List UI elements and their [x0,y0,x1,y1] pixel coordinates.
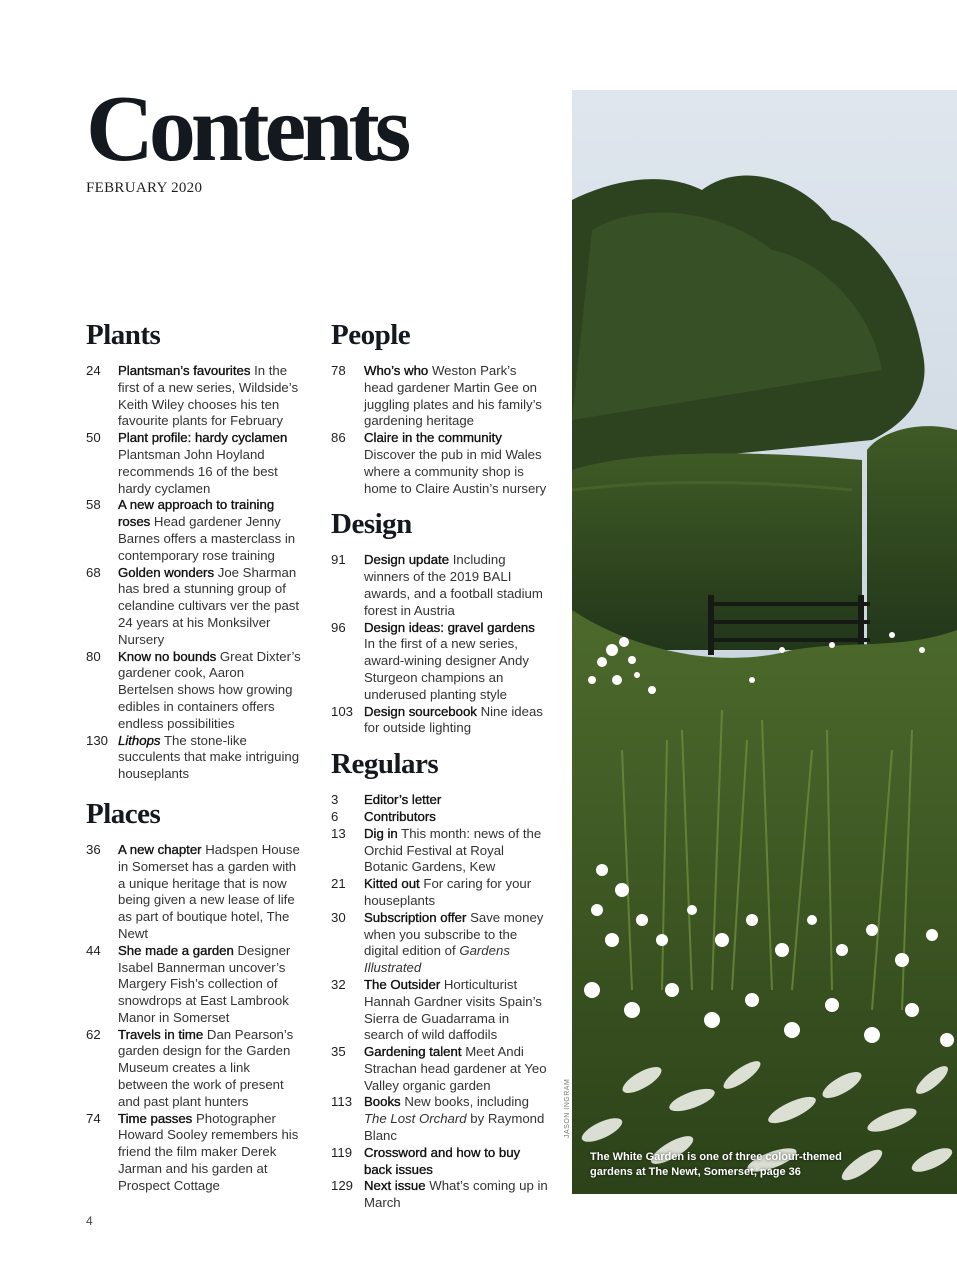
contents-entry[interactable] [331,1044,549,1094]
regulars-list [331,792,549,1212]
entry-page-number: 44 [86,942,101,958]
entry-heading: Plantsman’s favourites [118,363,251,378]
entry-text [118,565,301,649]
entry-heading: Dig in [364,825,398,841]
photo-credit: JASON INGRAM [564,1078,571,1138]
entry-heading: A new approach to training roses [118,497,275,530]
contents-entry[interactable] [86,733,301,783]
entry-page-number: 129 [331,1178,354,1194]
entry-description: What’s coming up in March [364,1178,548,1211]
entry-text [118,1027,301,1111]
contents-entry[interactable] [86,497,301,564]
entry-heading: A new chapter [118,841,202,857]
garden-photo [572,90,957,1194]
entry-text [364,1044,549,1094]
middle-column [331,318,549,1222]
contents-entry[interactable] [331,1094,549,1144]
section-title-plants: Plants [86,319,161,351]
entry-heading: Travels in time [118,1026,204,1042]
section-title-places: Places [86,797,161,830]
entry-heading: Subscription offer [364,909,467,925]
entry-text [364,552,549,619]
entry-page-number: 13 [331,825,346,841]
contents-entry[interactable] [86,1111,301,1195]
entry-description: Weston Park’s head gardener Martin Gee on juggling plates and his family’s gardening heritage [364,363,542,429]
entry-text [364,809,549,826]
entry-page-number: 91 [331,552,346,568]
entry-text [118,363,301,430]
entry-description: Joe Sharman has bred a stunning group of celandine cultivars ver the past 24 years at his Monksilver Nursery [118,564,300,647]
entry-heading: Kitted out [364,876,420,892]
issue-date: FEBRUARY 2020 [86,180,203,196]
contents-entry[interactable] [86,430,301,497]
left-column [86,318,301,1205]
contents-entry[interactable] [86,565,301,649]
entry-heading: Editor’s letter [364,792,442,808]
entry-description: For caring for your houseplants [364,876,532,908]
entry-heading: The Outsider [364,976,441,992]
entry-heading: Lithops [118,732,161,748]
entry-text [364,1094,549,1144]
entry-description: Designer Isabel Bannerman uncover’s Margery Fish’s collection of snowdrops at East Lambrook Manor in Somerset [118,942,291,1025]
entry-page-number: 6 [331,808,339,824]
entry-page-number: 130 [86,732,109,748]
entry-description: Nine ideas for outside lighting [364,703,543,736]
entry-description: Save money when you subscribe to the digital edition of [364,909,544,959]
entry-text [364,430,549,497]
entry-description: In the first of a new series, Wildside’s Keith Wiley chooses his ten favourite plants for February [118,363,299,429]
entry-text [364,363,549,430]
entry-description: In the first of a new series, award-wining designer Andy Sturgeon champions an underused planting style [364,636,529,702]
entry-description: Horticulturist Hannah Gardner visits Spain’s Sierra de Guadarrama in search of wild daffodils [364,976,542,1043]
entry-heading: Design ideas: gravel gardens [364,619,535,635]
entry-description: This month: news of the Orchid Festival at Royal Botanic Gardens, Kew [364,825,542,875]
entry-text [364,704,549,738]
contents-entry[interactable] [331,552,549,619]
entry-page-number: 62 [86,1026,101,1042]
entry-page-number: 86 [331,430,346,446]
entry-heading: Who’s who [364,363,429,378]
entry-heading: Next issue [364,1178,426,1194]
entry-description: Hadspen House in Somerset has a garden with a unique heritage that is now being given a new lease of life as part of boutique hotel, The Newt [118,841,300,941]
plants-list [86,363,301,783]
entry-page-number: 30 [331,909,346,925]
contents-title: Contents [86,77,407,181]
entry-text [118,943,301,1027]
entry-heading: Plant profile: hardy cyclamen [118,430,288,446]
entry-page-number: 21 [331,876,346,892]
entry-description: Great Dixter’s gardener cook, Aaron Bertelsen shows how growing edibles in containers offers endless possibilities [118,648,301,731]
entry-heading: Design sourcebook [364,703,477,719]
entry-text [364,977,549,1044]
entry-description: Meet Andi Strachan head gardener at Yeo Valley organic garden [364,1044,547,1093]
garden-photo-illustration [572,90,957,1194]
entry-description: Head gardener Jenny Barnes offers a masterclass in contemporary rose training [118,514,296,563]
entry-heading: Design update [364,552,450,568]
contents-entry[interactable] [331,977,549,1044]
section-title-regulars: Regulars [331,748,439,781]
entry-heading: Gardening talent [364,1044,462,1060]
entry-page-number: 74 [86,1110,101,1126]
entry-page-number: 113 [331,1094,353,1110]
entry-page-number: 78 [331,363,346,378]
entry-heading: Claire in the community [364,430,502,446]
entry-page-number: 68 [86,564,101,580]
entry-text [364,1178,549,1212]
entry-page-number: 35 [331,1044,346,1060]
contents-entry[interactable] [86,363,301,430]
section-title-design: Design [331,508,412,541]
section-title-people: People [331,319,411,351]
contents-entry[interactable] [86,1027,301,1111]
contents-entry[interactable] [86,842,301,943]
contents-entry[interactable] [331,704,549,738]
contents-entry[interactable] [331,1145,549,1179]
entry-page-number: 80 [86,648,101,664]
entry-description: The stone-like succulents that make intriguing houseplants [118,732,300,782]
contents-entry[interactable] [331,826,549,876]
contents-entry[interactable] [331,792,549,809]
contents-entry[interactable] [86,943,301,1027]
contents-entry[interactable] [331,876,549,910]
entry-page-number: 50 [86,430,101,446]
entry-text [364,792,549,809]
entry-text [118,842,301,943]
entry-heading: Crossword and how to buy back issues [364,1144,521,1177]
contents-entry[interactable] [331,1178,549,1212]
entry-text [118,1111,301,1195]
entry-heading: Contributors [364,808,436,824]
entry-page-number: 36 [86,841,101,857]
entry-heading: She made a garden [118,942,234,958]
entry-page-number: 119 [331,1144,353,1160]
entry-page-number: 58 [86,497,101,513]
entry-text [364,910,549,977]
entry-text [364,826,549,876]
contents-entry[interactable] [331,430,549,497]
masthead [86,77,407,197]
contents-entry[interactable] [331,809,549,826]
entry-heading: Golden wonders [118,564,215,580]
entry-text [118,497,301,564]
entry-page-number: 3 [331,792,339,808]
places-list [86,842,301,1195]
entry-heading: Know no bounds [118,648,217,664]
entry-text [118,733,301,783]
contents-entry[interactable] [86,649,301,733]
entry-description-end: by Raymond Blanc [364,1111,545,1144]
contents-entry[interactable] [331,910,549,977]
entry-page-number: 96 [331,619,346,635]
entry-description: Including winners of the 2019 BALI awards, and a football stadium forest in Austria [364,552,543,618]
contents-entry[interactable] [331,363,549,430]
entry-page-number: 32 [331,976,346,992]
entry-page-number: 24 [86,363,101,378]
entry-heading: Time passes [118,1110,193,1126]
entry-text [364,876,549,910]
entry-description-italic: Gardens Illustrated [364,943,510,976]
entry-heading: Books [364,1094,401,1110]
entry-page-number: 103 [331,703,354,719]
entry-text [118,649,301,733]
entry-description: New books, including [404,1094,529,1110]
entry-description: Dan Pearson’s garden design for the Garden Museum creates a link between the work of present and past plant hunters [118,1026,294,1109]
entry-text [364,1145,549,1179]
page-number: 4 [86,1214,93,1228]
entry-description: Discover the pub in mid Wales where a community shop is home to Claire Austin’s nursery [364,446,547,496]
contents-entry[interactable] [331,620,549,704]
entry-description: Photographer Howard Sooley remembers his friend the film maker Derek Jarman and his garden at Prospect Cottage [118,1110,299,1193]
entry-description-italic: The Lost Orchard [364,1111,467,1127]
design-list [331,552,549,737]
entry-text [364,620,549,704]
entry-description: Plantsman John Hoyland recommends 16 of the best hardy cyclamen [118,446,278,496]
people-list [331,363,549,497]
entry-text [118,430,301,497]
photo-caption: The White Garden is one of three colour-themed gardens at The Newt, Somerset, page 36 [590,1151,842,1178]
